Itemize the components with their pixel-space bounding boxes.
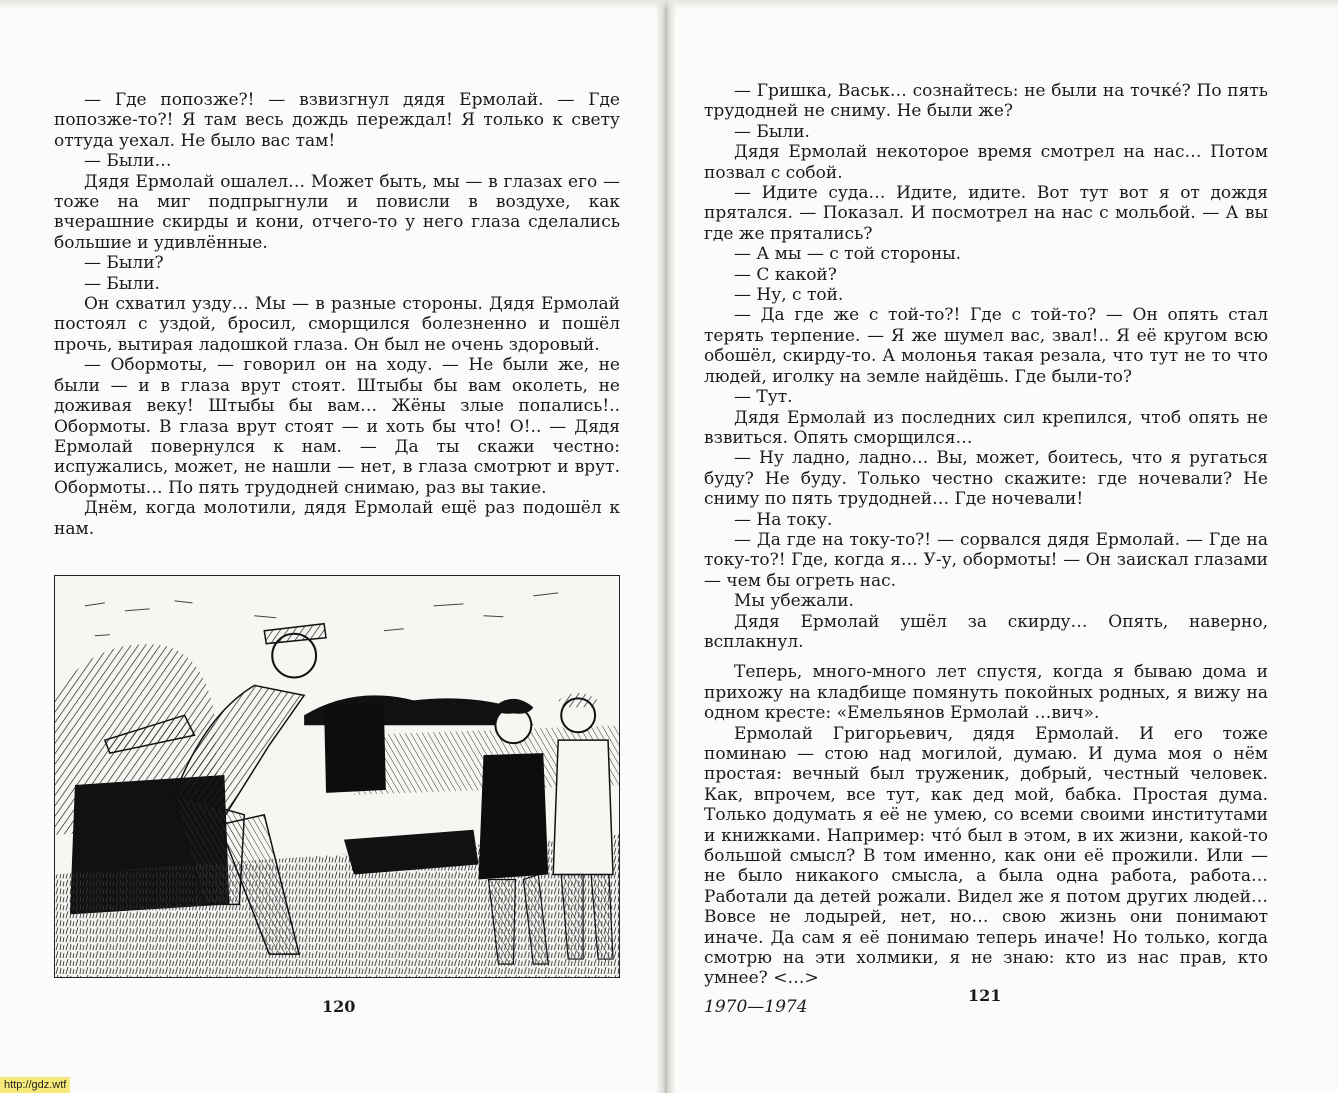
paragraph: — Где попозже?! — взвизгнул дядя Ермолай. — Где попозже-то?! Я там весь дождь переждал! Я только к свету оттуда уехал. Не было вас там! — [54, 90, 620, 151]
left-text-column — [54, 90, 620, 539]
paragraph: — Были. — [84, 273, 160, 294]
paragraph: — Да где же с той-то?! Где с той-то? — Он опять стал терять терпение. — Я же шумел вас, звал!.. Я её кругом всю обошёл, скирду-то. А молонья такая резала, что тут не то что людей, иголку на земле найдёшь. Где были-то? — [704, 305, 1268, 387]
page-number-right: 121 — [968, 986, 1002, 1005]
paragraph: Мы убежали. — [734, 591, 854, 612]
epilogue-paragraph: Теперь, много-много лет спустя, когда я бываю дома и прихожу на кладбище помянуть покойных родных, я вижу на одном кресте: «Емельянов Ермолай …вич». — [704, 662, 1268, 724]
paragraph: Дядя Ермолай ошалел… Может быть, мы — в глазах его — тоже на миг подпрыгнули и повисли в воздухе, как вчерашние скирды и кони, отчего-то у него глаза сделались большие и удивлённые. — [54, 171, 620, 253]
date-line: 1970—1974 — [704, 996, 808, 1017]
paragraph: — Были? — [84, 253, 164, 274]
paragraph: — Гришка, Васьк… сознайтесь: не были на точке́? По пять трудодней не сниму. Не были же? — [704, 81, 1268, 122]
paragraph: — Идите суда… Идите, идите. Вот тут вот я от дождя прятался. — Показал. И посмотрел на нас с мольбой. — А вы где же прятались? — [704, 183, 1268, 244]
paragraph: — А мы — с той стороны. — [734, 244, 962, 265]
paragraph: Днём, когда молотили, дядя Ермолай ещё раз подошёл к нам. — [54, 498, 620, 539]
paragraph: — На току. — [734, 509, 833, 530]
paragraph: — С какой? — [734, 264, 837, 285]
book-gutter — [656, 0, 676, 1093]
paragraph: — Тут. — [734, 387, 793, 408]
paragraph: — Были. — [734, 121, 810, 142]
paragraph: Он схватил узду… Мы — в разные стороны. Дядя Ермолай постоял с уздой, бросил, сморщился болезненно и пошёл прочь, вытирая ладошкой глаза. Он был не очень здоровый. — [54, 294, 620, 355]
illustration-drawing — [55, 576, 619, 977]
story-illustration — [54, 575, 620, 978]
paragraph: Дядя Ермолай некоторое время смотрел на нас… Потом позвал с собой. — [704, 142, 1268, 183]
watermark-link[interactable]: http://gdz.wtf — [0, 1077, 70, 1093]
paragraph: Дядя Ермолай ушёл за скирду… Опять, наверно, всплакнул. — [704, 611, 1268, 652]
paragraph: Дядя Ермолай из последних сил крепился, чтоб опять не взвиться. Опять сморщился… — [704, 407, 1268, 448]
paragraph: — Ну, с той. — [734, 285, 844, 306]
page-top-edge — [0, 0, 1338, 10]
paragraph: — Ну ладно, ладно… Вы, может, боитесь, что я ругаться буду? Не буду. Только честно скажите: где ночевали? Не сниму по пять трудодней… Где ночевали! — [704, 448, 1268, 510]
paragraph: — Обормоты, — говорил он на ходу. — Не были же, не были — и в глаза врут стоят. Штыбы бы вам околеть, не доживая веку! Штыбы бы вам… Жёны злые попались!.. Обормоты. В глаза врут стоят — и хоть бы что! О!.. — Дядя Ермолай повернулся к нам. — Да ты скажи честно: испужались, может, не нашли — нет, в глаза смотрют и врут. Обормоты… По пять трудодней снимаю, раз вы такие. — [54, 355, 620, 498]
page-number-left: 120 — [322, 997, 356, 1016]
epilogue-paragraph: Ермолай Григорьевич, дядя Ермолай. И его тоже поминаю — стою над могилой, думаю. И дума моя о нём простая: вечный был труженик, добрый, честный человек. Как, впрочем, все тут, как дед мой, бабка. Простая дума. Только додумать я её не умею, со всеми своими институтами и книжками. Например: что́ был в этом, в их жизни, какой-то большой смысл? В том именно, как они её прожили. Или — не было никакого смысла, а была одна работа, работа… Работали да детей рожали. Видел же я потом других людей… Вовсе не лодырей, нет, но… свою жизнь они понимают иначе. Да сам я её понимаю теперь иначе! Но только, когда смотрю на эти холмики, я не знаю: кто из нас прав, кто умнее? <…> — [704, 723, 1268, 989]
right-text-column — [704, 81, 1268, 1017]
paragraph: — Были… — [84, 151, 172, 172]
paragraph: — Да где на току-то?! — сорвался дядя Ермолай. — Где на току-то?! Где, когда я… У-у, обормоты! — Он заискал глазами — чем бы огреть нас. — [704, 529, 1268, 591]
